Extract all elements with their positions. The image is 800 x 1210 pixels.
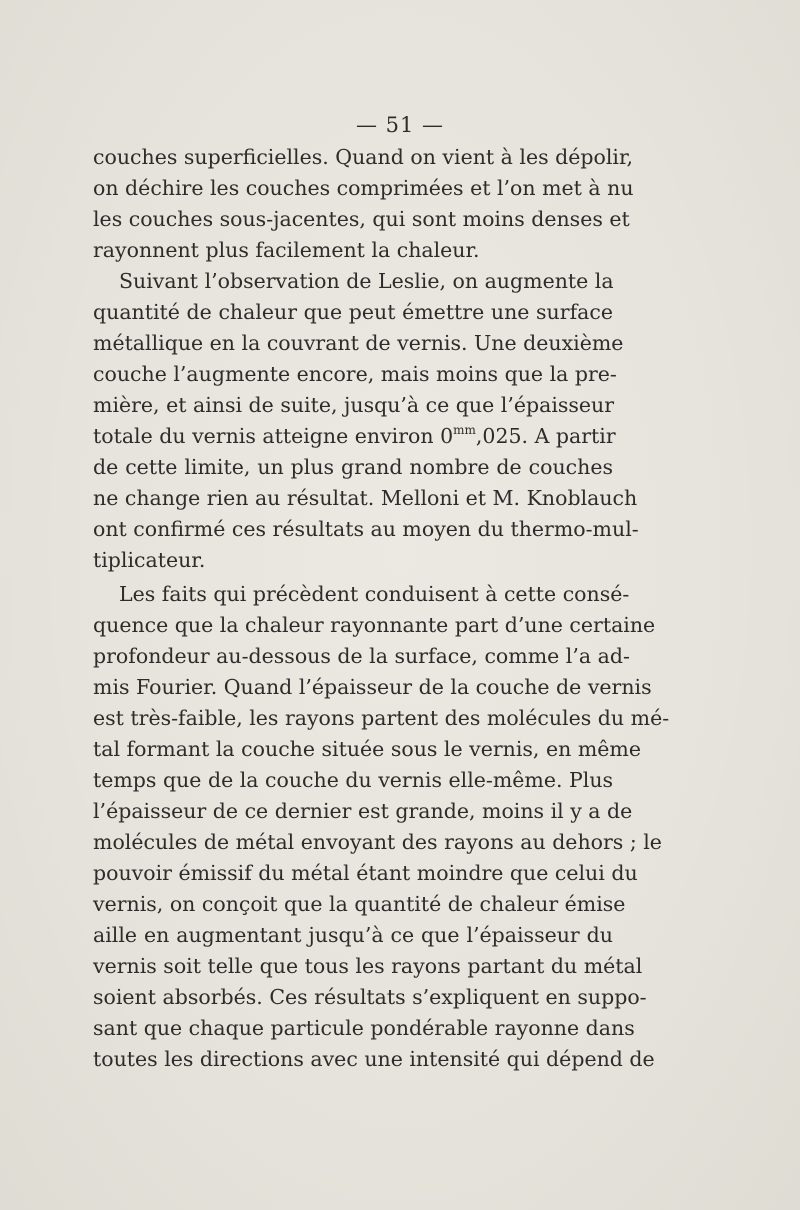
- text-line: toutes les directions avec une intensité qui dépend de: [93, 1047, 655, 1071]
- text-line: tal formant la couche située sous le vernis, en même: [93, 737, 641, 761]
- text-line: profondeur au-dessous de la surface, comme l’a ad-: [93, 644, 630, 668]
- text-line: mière, et ainsi de suite, jusqu’à ce que l’épaisseur: [93, 393, 615, 417]
- text-line: est très-faible, les rayons partent des molécules du mé-: [93, 706, 670, 730]
- text-line: pouvoir émissif du métal étant moindre que celui du: [93, 861, 638, 885]
- text-line: couche l’augmente encore, mais moins que la pre-: [93, 362, 617, 386]
- text-line: Les faits qui précèdent conduisent à cette consé-: [119, 582, 630, 606]
- text-line: métallique en la couvrant de vernis. Une deuxième: [93, 331, 624, 355]
- text-line: Suivant l’observation de Leslie, on augmente la: [119, 269, 614, 293]
- text-line: sant que chaque particule pondérable rayonne dans: [93, 1016, 635, 1040]
- text-segment: ,025. A partir: [475, 424, 616, 448]
- text-line-with-superscript: [93, 421, 616, 452]
- text-line: ont confirmé ces résultats au moyen du thermo-mul-: [93, 517, 639, 541]
- body-text: [93, 142, 670, 1075]
- text-line: temps que de la couche du vernis elle-même. Plus: [93, 768, 614, 792]
- text-line: on déchire les couches comprimées et l’on met à nu: [93, 176, 634, 200]
- text-line: de cette limite, un plus grand nombre de couches: [93, 455, 613, 479]
- paragraph-2: [93, 266, 639, 576]
- text-line: vernis, on conçoit que la quantité de chaleur émise: [93, 892, 626, 916]
- text-line: soient absorbés. Ces résultats s’expliquent en suppo-: [93, 985, 647, 1009]
- page-number: — 51 —: [355, 113, 445, 137]
- text-line: l’épaisseur de ce dernier est grande, moins il y a de: [93, 799, 633, 823]
- paragraph-3: [93, 579, 670, 1075]
- text-line: molécules de métal envoyant des rayons au dehors ; le: [93, 830, 662, 854]
- text-segment: totale du vernis atteigne environ 0: [93, 424, 454, 448]
- text-line: aille en augmentant jusqu’à ce que l’épaisseur du: [93, 923, 613, 947]
- text-line: vernis soit telle que tous les rayons partant du métal: [93, 954, 643, 978]
- text-line: ne change rien au résultat. Melloni et M. Knoblauch: [93, 486, 638, 510]
- text-line: les couches sous-jacentes, qui sont moins denses et: [93, 207, 630, 231]
- text-line: mis Fourier. Quand l’épaisseur de la couche de vernis: [93, 675, 652, 699]
- text-line: rayonnent plus facilement la chaleur.: [93, 238, 480, 262]
- superscript-unit: mm: [453, 423, 476, 437]
- text-line: quence que la chaleur rayonnante part d’une certaine: [93, 613, 656, 637]
- paragraph-1: [93, 142, 634, 266]
- text-line: tiplicateur.: [93, 548, 206, 572]
- text-line: quantité de chaleur que peut émettre une surface: [93, 300, 613, 324]
- text-line: couches superficielles. Quand on vient à les dépolir,: [93, 145, 634, 169]
